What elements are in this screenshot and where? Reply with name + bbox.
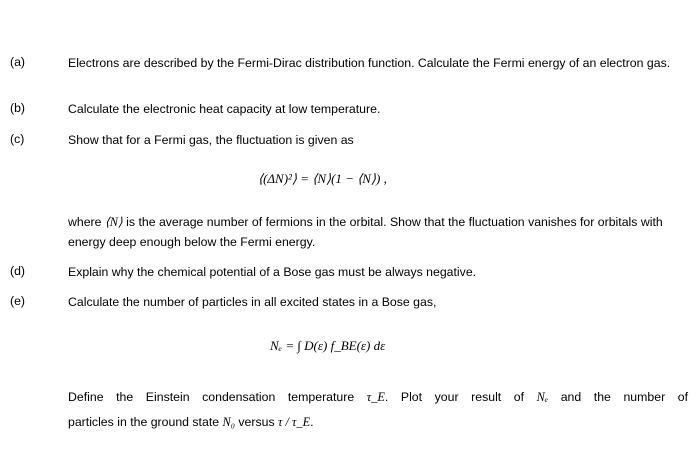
item-text-e: Calculate the number of particles in all excited states in a Bose gas, [68, 295, 437, 309]
c-followup-pre: where [68, 215, 102, 229]
item-text-b: Calculate the electronic heat capacity at low temperature. [68, 102, 381, 116]
item-e-followup-line2 [68, 414, 688, 430]
e-followup-line2-mid: versus [238, 415, 275, 429]
e-followup-n0: N₀ [222, 415, 235, 429]
item-e-followup-line1 [68, 389, 688, 405]
e-followup-line2-pre: particles in the ground state [68, 415, 220, 429]
item-text-c: Show that for a Fermi gas, the fluctuation is given as [68, 133, 354, 147]
c-followup-symbol: ⟨N⟩ [104, 215, 123, 229]
item-c-followup [68, 212, 688, 252]
item-label-e: (e) [10, 294, 26, 308]
e-followup-tau-ratio: τ / τ_E [278, 415, 311, 429]
e-followup-line1-pre: Define the Einstein condensation temperature [68, 390, 355, 404]
e-followup-line2-post: . [310, 415, 314, 429]
c-followup-post: is the average number of fermions in the orbital. Show that the fluctuation vanishes for orbitals with energy deep enough below the Fermi energy. [68, 215, 663, 249]
item-label-b: (b) [10, 101, 26, 115]
item-label-a: (a) [10, 55, 26, 69]
item-text-a: Electrons are described by the Fermi-Dirac distribution function. Calculate the Fermi energy of an electron gas. [68, 56, 671, 70]
e-followup-tau-e: τ_E [366, 390, 385, 404]
fluctuation-equation: ⟨(ΔN)²⟩ = ⟨N⟩(1 − ⟨N⟩) , [258, 171, 387, 186]
item-label-c: (c) [10, 132, 25, 146]
e-followup-line1-mid: . Plot your result of [384, 390, 525, 404]
e-followup-ne: Nₑ [536, 390, 549, 404]
e-followup-line1-post: and the number of [560, 390, 689, 404]
excited-particles-equation: Nₑ = ∫ D(ε) f_BE(ε) dε [270, 338, 386, 353]
item-label-d: (d) [10, 264, 26, 278]
item-text-d: Explain why the chemical potential of a Bose gas must be always negative. [68, 265, 477, 279]
